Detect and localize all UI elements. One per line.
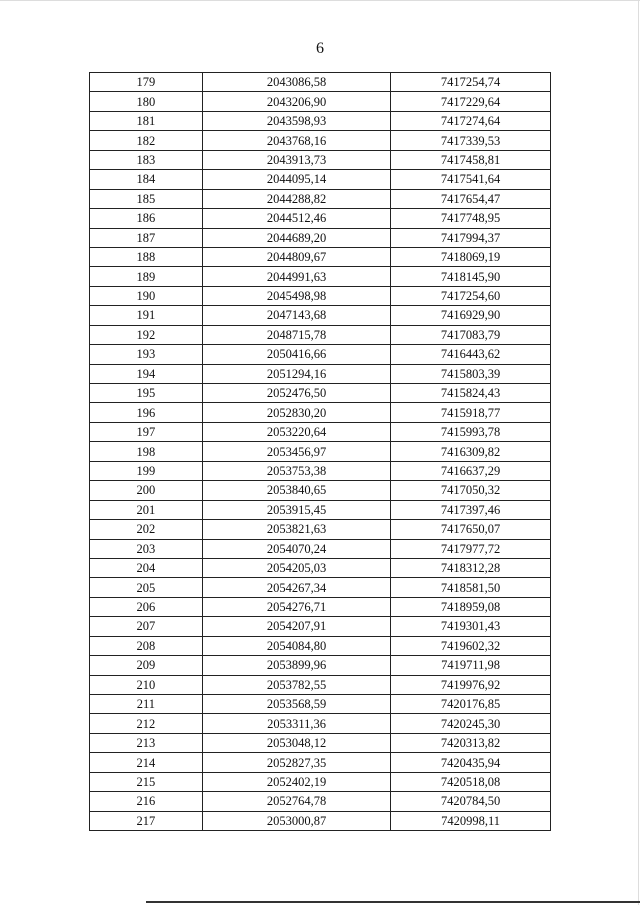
table-row xyxy=(90,209,551,228)
table-row xyxy=(90,131,551,150)
x-coordinate-cell: 2047143,68 xyxy=(202,306,390,325)
table-row xyxy=(90,753,551,772)
y-coordinate-cell: 7417748,95 xyxy=(391,209,551,228)
y-coordinate-cell: 7415993,78 xyxy=(391,422,551,441)
y-coordinate-cell: 7419711,98 xyxy=(391,656,551,675)
x-coordinate-cell: 2053048,12 xyxy=(202,733,390,752)
point-number-cell: 200 xyxy=(90,481,203,500)
x-coordinate-cell: 2054276,71 xyxy=(202,597,390,616)
point-number-cell: 217 xyxy=(90,811,203,830)
table-row xyxy=(90,520,551,539)
table-row xyxy=(90,306,551,325)
x-coordinate-cell: 2053311,36 xyxy=(202,714,390,733)
coordinates-table-body xyxy=(90,73,551,831)
y-coordinate-cell: 7416309,82 xyxy=(391,442,551,461)
table-row xyxy=(90,695,551,714)
point-number-cell: 179 xyxy=(90,73,203,92)
x-coordinate-cell: 2053782,55 xyxy=(202,675,390,694)
y-coordinate-cell: 7417977,72 xyxy=(391,539,551,558)
point-number-cell: 216 xyxy=(90,792,203,811)
table-row xyxy=(90,228,551,247)
point-number-cell: 208 xyxy=(90,636,203,655)
y-coordinate-cell: 7418069,19 xyxy=(391,247,551,266)
y-coordinate-cell: 7419976,92 xyxy=(391,675,551,694)
x-coordinate-cell: 2054084,80 xyxy=(202,636,390,655)
point-number-cell: 195 xyxy=(90,384,203,403)
x-coordinate-cell: 2048715,78 xyxy=(202,325,390,344)
y-coordinate-cell: 7417397,46 xyxy=(391,500,551,519)
x-coordinate-cell: 2053753,38 xyxy=(202,461,390,480)
point-number-cell: 192 xyxy=(90,325,203,344)
point-number-cell: 212 xyxy=(90,714,203,733)
x-coordinate-cell: 2044991,63 xyxy=(202,267,390,286)
coordinates-table xyxy=(89,72,551,831)
x-coordinate-cell: 2053456,97 xyxy=(202,442,390,461)
table-row xyxy=(90,578,551,597)
y-coordinate-cell: 7418581,50 xyxy=(391,578,551,597)
table-row xyxy=(90,442,551,461)
x-coordinate-cell: 2053840,65 xyxy=(202,481,390,500)
point-number-cell: 189 xyxy=(90,267,203,286)
x-coordinate-cell: 2052402,19 xyxy=(202,772,390,791)
y-coordinate-cell: 7415803,39 xyxy=(391,364,551,383)
table-row xyxy=(90,267,551,286)
x-coordinate-cell: 2043086,58 xyxy=(202,73,390,92)
x-coordinate-cell: 2051294,16 xyxy=(202,364,390,383)
table-row xyxy=(90,636,551,655)
table-row xyxy=(90,656,551,675)
point-number-cell: 215 xyxy=(90,772,203,791)
table-row xyxy=(90,811,551,830)
y-coordinate-cell: 7420176,85 xyxy=(391,695,551,714)
y-coordinate-cell: 7420245,30 xyxy=(391,714,551,733)
table-row xyxy=(90,286,551,305)
x-coordinate-cell: 2053915,45 xyxy=(202,500,390,519)
point-number-cell: 203 xyxy=(90,539,203,558)
page-right-edge xyxy=(638,0,639,905)
y-coordinate-cell: 7417541,64 xyxy=(391,170,551,189)
point-number-cell: 185 xyxy=(90,189,203,208)
x-coordinate-cell: 2044809,67 xyxy=(202,247,390,266)
point-number-cell: 211 xyxy=(90,695,203,714)
y-coordinate-cell: 7417994,37 xyxy=(391,228,551,247)
point-number-cell: 181 xyxy=(90,111,203,130)
table-row xyxy=(90,422,551,441)
point-number-cell: 187 xyxy=(90,228,203,247)
point-number-cell: 184 xyxy=(90,170,203,189)
table-row xyxy=(90,325,551,344)
x-coordinate-cell: 2052476,50 xyxy=(202,384,390,403)
page-number: 6 xyxy=(316,40,324,57)
y-coordinate-cell: 7416929,90 xyxy=(391,306,551,325)
table-row xyxy=(90,111,551,130)
x-coordinate-cell: 2050416,66 xyxy=(202,345,390,364)
table-row xyxy=(90,73,551,92)
x-coordinate-cell: 2053000,87 xyxy=(202,811,390,830)
table-row xyxy=(90,481,551,500)
table-row xyxy=(90,170,551,189)
y-coordinate-cell: 7420313,82 xyxy=(391,733,551,752)
point-number-cell: 198 xyxy=(90,442,203,461)
x-coordinate-cell: 2044689,20 xyxy=(202,228,390,247)
point-number-cell: 186 xyxy=(90,209,203,228)
point-number-cell: 204 xyxy=(90,558,203,577)
y-coordinate-cell: 7416443,62 xyxy=(391,345,551,364)
y-coordinate-cell: 7415918,77 xyxy=(391,403,551,422)
point-number-cell: 182 xyxy=(90,131,203,150)
point-number-cell: 214 xyxy=(90,753,203,772)
table-row xyxy=(90,345,551,364)
x-coordinate-cell: 2043768,16 xyxy=(202,131,390,150)
y-coordinate-cell: 7417254,60 xyxy=(391,286,551,305)
table-row xyxy=(90,500,551,519)
y-coordinate-cell: 7417654,47 xyxy=(391,189,551,208)
x-coordinate-cell: 2053899,96 xyxy=(202,656,390,675)
table-row xyxy=(90,364,551,383)
table-row xyxy=(90,247,551,266)
page-top-edge xyxy=(0,0,640,1)
point-number-cell: 202 xyxy=(90,520,203,539)
table-row xyxy=(90,675,551,694)
table-row xyxy=(90,792,551,811)
x-coordinate-cell: 2052827,35 xyxy=(202,753,390,772)
point-number-cell: 180 xyxy=(90,92,203,111)
point-number-cell: 201 xyxy=(90,500,203,519)
point-number-cell: 210 xyxy=(90,675,203,694)
y-coordinate-cell: 7420784,50 xyxy=(391,792,551,811)
x-coordinate-cell: 2044512,46 xyxy=(202,209,390,228)
y-coordinate-cell: 7416637,29 xyxy=(391,461,551,480)
y-coordinate-cell: 7419602,32 xyxy=(391,636,551,655)
x-coordinate-cell: 2043206,90 xyxy=(202,92,390,111)
point-number-cell: 199 xyxy=(90,461,203,480)
y-coordinate-cell: 7417083,79 xyxy=(391,325,551,344)
y-coordinate-cell: 7417254,74 xyxy=(391,73,551,92)
point-number-cell: 188 xyxy=(90,247,203,266)
point-number-cell: 194 xyxy=(90,364,203,383)
y-coordinate-cell: 7420518,08 xyxy=(391,772,551,791)
table-row xyxy=(90,772,551,791)
y-coordinate-cell: 7418959,08 xyxy=(391,597,551,616)
table-row xyxy=(90,150,551,169)
table-row xyxy=(90,539,551,558)
y-coordinate-cell: 7415824,43 xyxy=(391,384,551,403)
point-number-cell: 197 xyxy=(90,422,203,441)
point-number-cell: 183 xyxy=(90,150,203,169)
table-row xyxy=(90,461,551,480)
point-number-cell: 206 xyxy=(90,597,203,616)
table-row xyxy=(90,403,551,422)
y-coordinate-cell: 7417229,64 xyxy=(391,92,551,111)
table-row xyxy=(90,597,551,616)
x-coordinate-cell: 2054070,24 xyxy=(202,539,390,558)
table-row xyxy=(90,617,551,636)
table-row xyxy=(90,714,551,733)
x-coordinate-cell: 2053220,64 xyxy=(202,422,390,441)
point-number-cell: 205 xyxy=(90,578,203,597)
y-coordinate-cell: 7417458,81 xyxy=(391,150,551,169)
x-coordinate-cell: 2053568,59 xyxy=(202,695,390,714)
table-row xyxy=(90,558,551,577)
x-coordinate-cell: 2054267,34 xyxy=(202,578,390,597)
table-row xyxy=(90,92,551,111)
x-coordinate-cell: 2044288,82 xyxy=(202,189,390,208)
x-coordinate-cell: 2054205,03 xyxy=(202,558,390,577)
point-number-cell: 207 xyxy=(90,617,203,636)
y-coordinate-cell: 7417650,07 xyxy=(391,520,551,539)
point-number-cell: 196 xyxy=(90,403,203,422)
point-number-cell: 193 xyxy=(90,345,203,364)
x-coordinate-cell: 2054207,91 xyxy=(202,617,390,636)
y-coordinate-cell: 7419301,43 xyxy=(391,617,551,636)
table-row xyxy=(90,384,551,403)
y-coordinate-cell: 7418312,28 xyxy=(391,558,551,577)
footer-rule xyxy=(146,901,640,903)
x-coordinate-cell: 2045498,98 xyxy=(202,286,390,305)
table-row xyxy=(90,189,551,208)
x-coordinate-cell: 2053821,63 xyxy=(202,520,390,539)
point-number-cell: 213 xyxy=(90,733,203,752)
y-coordinate-cell: 7418145,90 xyxy=(391,267,551,286)
y-coordinate-cell: 7417339,53 xyxy=(391,131,551,150)
x-coordinate-cell: 2043598,93 xyxy=(202,111,390,130)
y-coordinate-cell: 7420435,94 xyxy=(391,753,551,772)
x-coordinate-cell: 2044095,14 xyxy=(202,170,390,189)
y-coordinate-cell: 7420998,11 xyxy=(391,811,551,830)
point-number-cell: 209 xyxy=(90,656,203,675)
y-coordinate-cell: 7417050,32 xyxy=(391,481,551,500)
x-coordinate-cell: 2052830,20 xyxy=(202,403,390,422)
x-coordinate-cell: 2052764,78 xyxy=(202,792,390,811)
table-row xyxy=(90,733,551,752)
x-coordinate-cell: 2043913,73 xyxy=(202,150,390,169)
y-coordinate-cell: 7417274,64 xyxy=(391,111,551,130)
point-number-cell: 190 xyxy=(90,286,203,305)
point-number-cell: 191 xyxy=(90,306,203,325)
